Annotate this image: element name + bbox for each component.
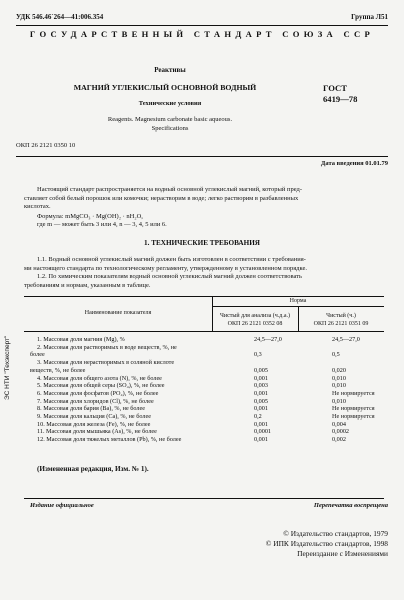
footer-rule [24, 498, 384, 499]
category: Реактивы [154, 66, 186, 74]
intro-date: Дата введения 01.01.79 [320, 160, 388, 167]
row-name: 9. Массовая доля кальция (Ca), %, не более [37, 413, 151, 420]
row-value-a: 0,0001 [254, 428, 272, 436]
row-value-a: 0,005 [254, 366, 268, 374]
column-header-name: Наименование показателя [84, 310, 152, 316]
row-value-a: 0,3 [254, 351, 262, 359]
table-row [37, 375, 382, 383]
row-value-b: 0,5 [332, 351, 340, 359]
row-value-b: 0,004 [332, 420, 346, 428]
row-name: 2. Массовая доля растворимых в воде веществ, %, не [37, 343, 177, 351]
row-name: 8. Массовая доля бария (Ba), %, не более [37, 405, 146, 413]
row-value-a: 0,001 [254, 420, 268, 428]
row-name: 7. Массовая доля хлоридов (Cl), %, не более [37, 397, 154, 405]
row-value-b: 0,020 [332, 366, 346, 374]
official-edition: Издание официальное [30, 502, 94, 509]
row-value-b: Не нормируется [332, 389, 375, 397]
formula-where: где m — может быть 3 или 4, n — 3, 4, 5 или 6. [37, 221, 167, 228]
column-header-pure-okp: ОКП 26 2121 0351 09 [313, 321, 369, 327]
row-name: 1. Массовая доля магния (Mg), % [37, 336, 125, 343]
row-value-a: 0,003 [254, 382, 268, 390]
table-row [37, 344, 382, 352]
english-title: Reagents. Magnesium carbonate basic aqueous. [107, 116, 233, 123]
column-header-norm: Норма [289, 298, 307, 304]
row-value-b: 0,010 [332, 374, 346, 382]
reissue-note: Переиздание с Изменениями [297, 549, 388, 558]
copyright-1979: © Издательство стандартов, 1979 [283, 529, 388, 538]
row-name: 6. Массовая доля фосфатов (PO₄), %, не более [37, 389, 159, 397]
clause-1-2-line-1: 1.2. По химическим показателям водный основной углекислый магний должен соответствовать [37, 273, 302, 280]
english-subtitle: Specifications [151, 125, 189, 132]
row-name: более [30, 351, 45, 359]
reprint-notice: Перепечатка воспрещена [313, 502, 388, 509]
row-value-b: Не нормируется [332, 405, 375, 413]
revision-note: (Измененная редакция, Изм. № 1). [37, 465, 149, 473]
row-name: 4. Массовая доля общего азота (N), %, не более [37, 374, 162, 382]
document-title: МАГНИЙ УГЛЕКИСЛЫЙ ОСНОВНОЙ ВОДНЫЙ [73, 83, 257, 92]
table-row [37, 359, 382, 367]
okp-rule [16, 156, 388, 157]
table-row [37, 405, 382, 413]
table-row [37, 436, 382, 444]
row-name: 10. Массовая доля железа (Fe), %, не более [37, 420, 151, 428]
standard-title: ГОСУДАРСТВЕННЫЙ СТАНДАРТ СОЮЗА ССР [29, 29, 375, 39]
side-stamp: ЭС НТИ "Техэксперт" [4, 335, 11, 400]
row-name: 11. Массовая доля мышьяка (As), %, не более [37, 428, 157, 436]
row-value-b: 0,0002 [332, 428, 350, 436]
table-row [37, 390, 382, 398]
table-row [37, 428, 382, 436]
table-row [37, 421, 382, 429]
intro-line-3: кислотах. [24, 203, 51, 210]
table-row [37, 413, 382, 421]
row-name: веществ, %, не более [30, 366, 86, 374]
row-value-b: 0,010 [332, 382, 346, 390]
document-subtitle: Технические условия [138, 100, 202, 107]
clause-1-1-line-2: ми настоящего стандарта по технологическому регламенту, утвержденному в установленном порядке. [24, 264, 307, 272]
table-row [30, 367, 375, 375]
row-name: 12. Массовая доля тяжелых металлов (Pb), %, не более [37, 436, 182, 444]
udk-code: УДК 546.46`264—41:006.354 [16, 13, 104, 21]
row-value-a: 0,001 [254, 436, 268, 444]
top-rule [16, 25, 388, 26]
row-value-b: 0,010 [332, 397, 346, 405]
group-code: Группа Л51 [351, 13, 388, 21]
copyright-1998: © ИПК Издательство стандартов, 1998 [265, 539, 388, 548]
row-value-a: 0,001 [254, 389, 268, 397]
row-value-a: 0,2 [254, 413, 262, 420]
clause-1-2-line-2: требованиям и нормам, указанным в таблице. [24, 281, 151, 289]
row-value-a: 0,001 [254, 374, 268, 382]
okp-code: ОКП 26 2121 0350 10 [16, 142, 76, 149]
table-row [37, 382, 382, 390]
gost-label: ГОСТ [323, 83, 347, 93]
table-top-rule [24, 296, 384, 297]
formula: Формула: mMgCO₃ · Mg(OH)₂ · nH₂O, [37, 212, 143, 220]
row-value-b: Не нормируется [332, 413, 375, 420]
table-header-rule [24, 331, 384, 332]
clause-1-1-line-1: 1.1. Водный основной углекислый магний должен быть изготовлен в соответствии с требования- [37, 256, 306, 263]
row-value-a: 0,001 [254, 405, 268, 413]
table-row [30, 351, 375, 359]
row-value-a: 24,5—27,0 [254, 336, 282, 343]
column-header-pure: Чистый (ч.) [326, 313, 356, 319]
intro-line-2: ставляет собой белый порошок или комочки; нерастворим в воде; легко растворим в разбавленных [24, 194, 299, 202]
gost-number: 6419—78 [323, 94, 358, 104]
row-value-a: 0,005 [254, 397, 268, 405]
intro-line-1: Настоящий стандарт распространяется на водный основной углекислый магний, который пред- [37, 186, 303, 193]
table-row [37, 336, 382, 344]
row-value-b: 0,002 [332, 436, 346, 444]
column-header-pure-analysis-okp: ОКП 26 2121 0352 08 [227, 321, 283, 327]
row-name: 5. Массовая доля общей серы (SO₄), %, не более [37, 382, 165, 390]
row-name: 3. Массовая доля нерастворимых в соляной кислоте [37, 359, 175, 367]
row-value-b: 24,5—27,0 [332, 336, 360, 343]
section-heading: 1. ТЕХНИЧЕСКИЕ ТРЕБОВАНИЯ [144, 239, 260, 247]
table-row [37, 398, 382, 406]
column-header-pure-analysis: Чистый для анализа (ч.д.а.) [219, 313, 290, 319]
